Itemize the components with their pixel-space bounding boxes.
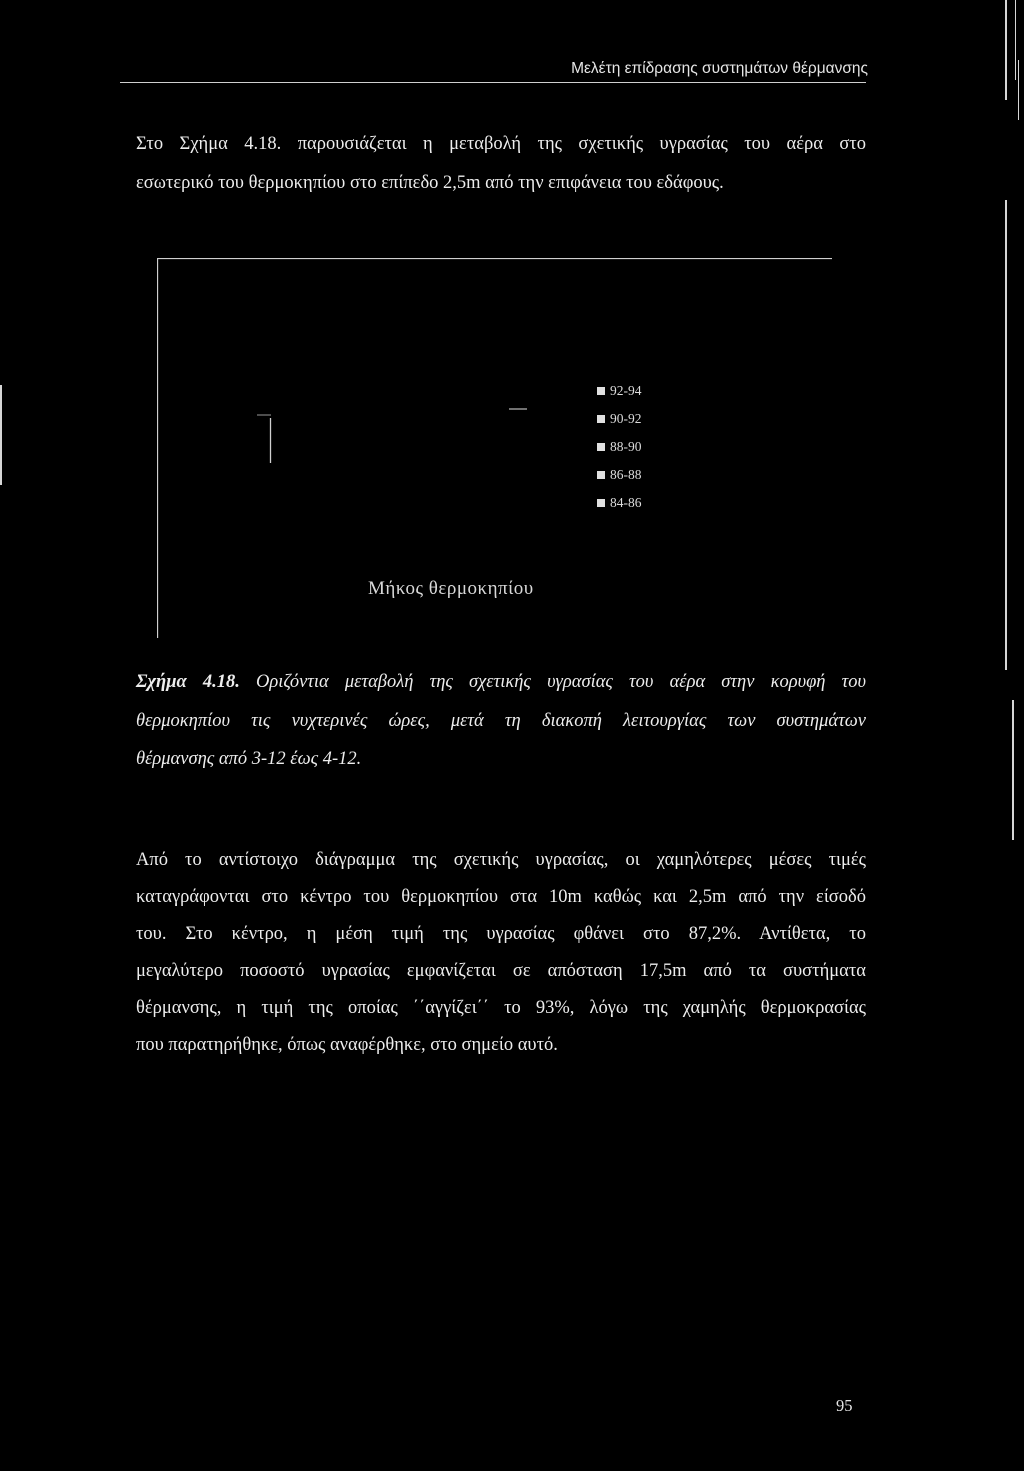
intro-line-2: εσωτερικό του θερμοκηπίου στο επίπεδο 2,5m από την επιφάνεια του εδάφους. bbox=[136, 172, 724, 193]
legend-label: 84-86 bbox=[610, 495, 642, 510]
intro-line-1: Στο Σχήμα 4.18. παρουσιάζεται η μεταβολή της σχετικής υγρασίας του αέρα στο bbox=[136, 134, 866, 154]
body-line-4: μεγαλύτερο ποσοστό υγρασίας εμφανίζεται σε απόσταση 17,5m από τα συστήματα bbox=[136, 961, 866, 981]
header-rule bbox=[120, 82, 866, 83]
legend-swatch bbox=[597, 499, 605, 507]
legend-item bbox=[597, 433, 642, 461]
caption-label: Σχήμα 4.18. bbox=[136, 672, 240, 692]
legend-item bbox=[597, 377, 642, 405]
running-header: Μελέτη επίδρασης συστημάτων θέρμανσης bbox=[571, 60, 868, 77]
legend-label: 86-88 bbox=[610, 467, 642, 482]
scan-edge-line bbox=[1005, 0, 1007, 100]
caption-line-3: θέρμανσης από 3-12 έως 4-12. bbox=[136, 749, 362, 769]
chart-legend bbox=[597, 377, 642, 517]
figure-caption bbox=[136, 663, 866, 779]
legend-swatch bbox=[597, 387, 605, 395]
legend-item bbox=[597, 461, 642, 489]
body-line-6: που παρατηρήθηκε, όπως αναφέρθηκε, στο σημείο αυτό. bbox=[136, 1035, 558, 1055]
body-line-2: καταγράφονται στο κέντρο του θερμοκηπίου στα 10m καθώς και 2,5m από την είσοδό bbox=[136, 887, 866, 907]
scan-edge-line bbox=[1015, 0, 1016, 80]
legend-item bbox=[597, 489, 642, 517]
body-line-1: Από το αντίστοιχο διάγραμμα της σχετικής υγρασίας, οι χαμηλότερες μέσες τιμές bbox=[136, 850, 866, 870]
intro-paragraph bbox=[136, 125, 866, 202]
legend-item bbox=[597, 405, 642, 433]
scan-edge-line bbox=[1012, 700, 1014, 840]
legend-label: 92-94 bbox=[610, 383, 642, 398]
caption-line-1 bbox=[136, 663, 866, 702]
legend-swatch bbox=[597, 471, 605, 479]
legend-label: 88-90 bbox=[610, 439, 642, 454]
scan-edge-line bbox=[0, 385, 2, 485]
page-number: 95 bbox=[836, 1396, 853, 1415]
scan-edge-line bbox=[1005, 200, 1007, 670]
body-line-3: του. Στο κέντρο, η μέση τιμή της υγρασίας φθάνει στο 87,2%. Αντίθετα, το bbox=[136, 924, 866, 944]
body-line-5: θέρμανσης, η τιμή της οποίας ΄΄αγγίζει΄΄ το 93%, λόγω της χαμηλής θερμοκρασίας bbox=[136, 998, 866, 1018]
body-paragraph bbox=[136, 842, 866, 1064]
legend-swatch bbox=[597, 443, 605, 451]
legend-label: 90-92 bbox=[610, 411, 642, 426]
legend-swatch bbox=[597, 415, 605, 423]
scan-edge-line bbox=[1018, 60, 1019, 120]
x-axis-label: Μήκος θερμοκηπίου bbox=[368, 578, 534, 599]
caption-text-1: Οριζόντια μεταβολή της σχετικής υγρασίας του αέρα στην κορυφή του bbox=[239, 672, 866, 692]
caption-line-2: θερμοκηπίου τις νυχτερινές ώρες, μετά τη διακοπή λειτουργίας των συστημάτων bbox=[136, 710, 866, 731]
